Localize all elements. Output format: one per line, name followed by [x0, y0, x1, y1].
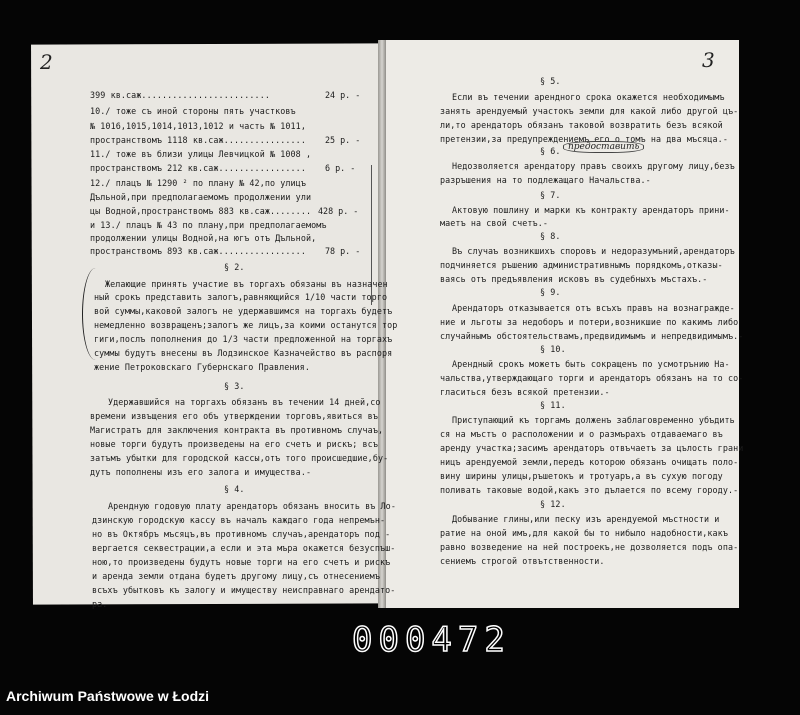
amount-4: 428 р. - — [318, 206, 359, 216]
amount-5: 78 р. - — [325, 246, 361, 256]
right-line-26: равно возведение на ней построекъ,не дозволяется подъ опа- — [440, 542, 739, 552]
right-section-9: § 9. — [540, 287, 561, 297]
right-section-10: § 10. — [540, 344, 566, 354]
left-line-2: 10./ тоже съ иной стороны пять участковъ — [90, 106, 296, 116]
right-line-23: поливать таковые водой,какъ это дълается по всему городу.- — [440, 485, 739, 495]
left-line-27: дзинскую городскую кассу въ началъ каждаго года непремън- — [92, 515, 386, 525]
left-line-9: цы Водной,пространствомъ 883 кв.саж........ — [90, 206, 312, 216]
archive-label: Archiwum Państwowe w Łodzi — [6, 688, 210, 704]
left-line-3: № 1016,1015,1014,1013,1012 и часть № 1011, — [90, 121, 306, 131]
left-line-5: 11./ тоже въ близи улицы Левчицкой № 1008 , — [90, 149, 312, 159]
left-line-20: Удержавшийся на торгахъ обязанъ въ течении 14 дней,со — [108, 397, 381, 407]
left-line-19: жение Петроковскаго Губернскаго Правления. — [94, 362, 310, 372]
right-line-27: сениемъ строгой отвътственности. — [440, 556, 605, 566]
right-line-8: маетъ на свой счетъ.- — [440, 218, 548, 228]
left-line-21: времени извъщения его объ утверждении торговъ,явиться въ — [90, 411, 378, 421]
left-line-29: вергается секвестрации,а если и эта мъра окажется безуспъш- — [92, 543, 396, 553]
left-line-1: 399 кв.саж......................... — [90, 90, 270, 100]
right-line-14: случайнымъ обстоятельствамъ,предвидимымъ и непредвидимымъ.- — [440, 331, 744, 341]
right-section-5: § 5. — [540, 76, 561, 86]
right-line-15: Арендный срокъ можетъ быть сокращенъ по усмотрънию На- — [452, 359, 730, 369]
left-line-10: и 13./ плацъ № 43 по плану,при предполагаемомъ — [90, 220, 327, 230]
left-line-31: и аренда земли отдана будетъ другому лицу,съ отнесениемъ — [92, 571, 380, 581]
left-line-13: Желающие принять участие въ торгахъ обязаны въ назначен — [105, 279, 388, 289]
left-line-15: вой суммы,каковой залогъ не удержавшимся на торгахъ будетъ — [94, 306, 393, 316]
left-line-8: Дъльной,при предполагаемомъ продолжении ули — [90, 192, 312, 202]
right-line-18: Приступающий къ торгамъ долженъ заблаговременно убъдить — [452, 415, 735, 425]
left-line-11: продолжении улицы Водной,на югъ отъ Дъльной, — [90, 233, 317, 243]
right-section-6: § 6. — [540, 146, 561, 156]
amount-2: 25 р. - — [325, 135, 361, 145]
left-line-33: ра. — [92, 599, 108, 609]
left-line-7: 12./ плацъ № 1290 ² по плану № 42,по улицъ — [90, 178, 306, 188]
right-line-22: вину ширины улицы,ръшетокъ и тротуаръ,а въ сухую погоду — [440, 471, 723, 481]
right-page-number: 3 — [702, 48, 715, 72]
left-line-22: Магистратъ для заключения контракта въ противномъ случаъ, — [90, 425, 384, 435]
right-line-13: ние и льготы за недоборъ и потери,возникшие по какимъ либо — [440, 317, 739, 327]
left-line-24: затъмъ убытки для городской кассы,отъ того происшедшие,бу- — [90, 453, 389, 463]
right-line-7: Актовую пошлину и марки къ контракту арендаторъ прини- — [452, 205, 730, 215]
left-line-14: ный срокъ представить залогъ,равняющийся 1/10 части торго — [94, 292, 388, 302]
right-line-21: ницъ арендуемой земли,передъ которою обязанъ очищать поло- — [440, 457, 739, 467]
right-line-5: Недозволяется арендатору правъ своихъ другому лицу,безъ — [452, 161, 735, 171]
right-line-10: подчиняется ръшению административнымъ порядкомъ,отказы- — [440, 260, 723, 270]
left-line-30: ною,то произведены будутъ новые торги на его счетъ и рискъ — [92, 557, 391, 567]
left-line-12: пространствомъ 893 кв.саж................. — [90, 246, 306, 256]
right-line-1: Если въ течении арендного срока окажется необходимымъ — [452, 92, 725, 102]
right-section-12: § 12. — [540, 499, 566, 509]
left-line-23: новые торги будутъ произведены на его счетъ и рискъ; всъ — [90, 439, 378, 449]
left-line-6: пространствомъ 212 кв.саж................. — [90, 163, 306, 173]
right-line-20: аренду участка;засимъ арендаторъ отвъчаетъ за цълость грани — [440, 443, 744, 453]
right-line-12: Арендаторъ отказывается отъ всъхъ правъ на вознагражде- — [452, 303, 735, 313]
left-line-32: всъхъ убытковъ къ залогу и имуществу неисправнаго арендато- — [92, 585, 396, 595]
handwritten-insert: предоставить — [563, 141, 644, 153]
right-section-7: § 7. — [540, 190, 561, 200]
left-section-4: § 4. — [224, 484, 245, 494]
left-line-25: дутъ пополнены изъ его залога и имущества.- — [90, 467, 312, 477]
right-section-8: § 8. — [540, 231, 561, 241]
right-line-4: претензии,за предупреждениемъ его о томъ на два мъсяца.- — [440, 134, 728, 144]
amount-1: 24 р. - — [325, 90, 361, 100]
right-line-3: ли,то арендаторъ обязанъ таковой возвратить безъ всякой — [440, 120, 723, 130]
left-line-16: немедленно возвращенъ;залогъ же лицъ,за коими останутся тор — [94, 320, 398, 330]
right-line-19: ся на мъстъ о расположении и о размърахъ отдаваемаго въ — [440, 429, 723, 439]
amount-3: 6 р. - — [325, 163, 356, 173]
left-page-number: 2 — [40, 50, 53, 74]
left-line-28: но въ Октябръ мъсяцъ,въ противномъ случаъ,арендаторъ под - — [92, 529, 391, 539]
left-line-4: пространствомъ 1118 кв.саж................ — [90, 135, 306, 145]
right-line-2: занять арендуемый участокъ земли для какой либо другой цъ- — [440, 106, 739, 116]
right-line-11: ваясь отъ предъявления исковъ въ судебныхъ мъстахъ.- — [440, 274, 708, 284]
right-line-24: Добывание глины,или песку изъ арендуемой мъстности и — [452, 514, 720, 524]
right-line-16: чальства,утверждающаго торги и арендаторъ обязанъ на то со- — [440, 373, 744, 383]
left-line-26: Арендную годовую плату арендаторъ обязанъ вносить въ Ло- — [108, 501, 396, 511]
right-line-17: гласиться безъ всякой претензии.- — [440, 387, 610, 397]
right-line-25: ратие на оной имъ,для какой бы то нибыло надобности,какъ — [440, 528, 728, 538]
left-line-18: суммы будутъ внесены въ Лодзинское Казначейство въ распоря — [94, 348, 393, 358]
left-section-3: § 3. — [224, 381, 245, 391]
right-line-6: разръшения на то подлежащаго Начальства.- — [440, 175, 651, 185]
right-line-9: Въ случаъ возникшихъ споровъ и недоразумъний,арендаторъ — [452, 246, 735, 256]
left-line-17: гиги,послъ пополнения до 1/3 части предложенной на торгахъ — [94, 334, 393, 344]
right-section-11: § 11. — [540, 400, 566, 410]
frame-number: 000472 — [352, 620, 511, 660]
left-section-2: § 2. — [224, 262, 245, 272]
